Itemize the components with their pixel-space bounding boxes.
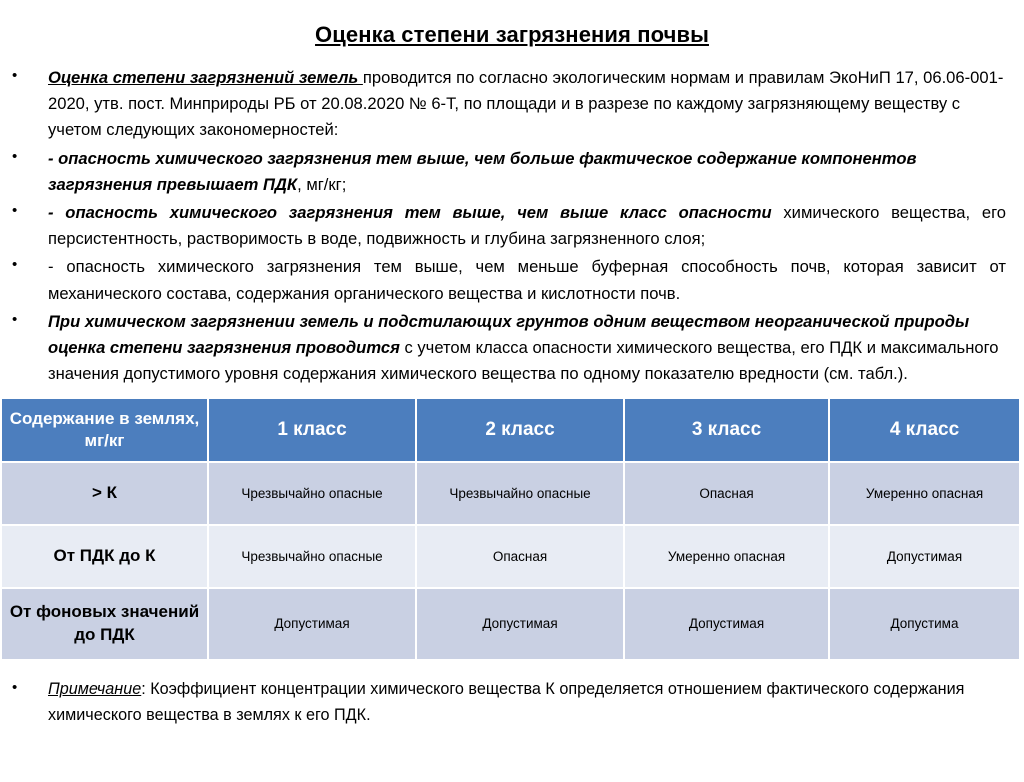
bullet-list [0, 65, 1024, 387]
table-cell: Допустимая [209, 589, 415, 659]
bullet-body-text: химического вещества, его персистентность, растворимость в воде, подвижность и глубина загрязненного слоя; [48, 202, 1007, 249]
table-cell: Допустимая [830, 526, 1019, 587]
bullet-lead-text: При химическом загрязнении земель и подстилающих грунтов одним веществом неорганической природы оценка степени загрязнения проводится [48, 311, 970, 357]
column-header-class-1: 1 класс [209, 399, 415, 461]
column-header-class-3: 3 класс [625, 399, 828, 461]
table-row [2, 589, 1019, 659]
bullet-lead-text: - опасность химического загрязнения тем выше, чем выше класс опасности [48, 202, 772, 222]
bullet-emphasis-text: чем больше фактическое содержание компонентов загрязнения превышает ПДК [48, 148, 917, 194]
row-label: От ПДК до К [2, 526, 207, 587]
page-title: Оценка степени загрязнения почвы [315, 21, 709, 47]
table-cell: Допустимая [625, 589, 828, 659]
note-section [0, 677, 1024, 729]
table-cell: Чрезвычайно опасные [209, 463, 415, 524]
table-row [2, 463, 1019, 524]
list-item [0, 254, 1014, 306]
list-item [0, 200, 1014, 252]
bullet-sep-text: , [464, 148, 475, 168]
row-label: > К [2, 463, 207, 524]
note-text [0, 677, 1024, 729]
table-row [2, 526, 1019, 587]
slide-root [0, 15, 1024, 782]
table-body [2, 463, 1019, 659]
list-item [0, 146, 1014, 198]
row-label: От фоновых значений до ПДК [2, 589, 207, 659]
bullet-body-text: - опасность химического загрязнения тем выше, чем меньше буферная способность почв, которая зависит от механического состава, содержания органического вещества и кислотности почв. [48, 257, 1006, 303]
table-cell: Чрезвычайно опасные [417, 463, 623, 524]
table-cell: Умеренно опасная [830, 463, 1019, 524]
column-header-class-2: 2 класс [417, 399, 623, 461]
table-cell: Допустимая [417, 589, 623, 659]
table-cell: Чрезвычайно опасные [209, 526, 415, 587]
table-cell: Допустима [830, 589, 1019, 659]
note-body-text: : Коэффициент концентрации химического вещества К определяется отношением фактического содержания химического вещества в землях к его ПДК. [48, 680, 965, 725]
bullet-lead-text: Оценка степени загрязнений земель [48, 67, 363, 87]
table-header [2, 399, 1019, 461]
contamination-table [0, 397, 1021, 661]
bullet-body-text: проводится по согласно экологическим нормам и правилам ЭкоНиП 17, 06.06-001-2020, утв. пост. Минприроды РБ от 20.08.2020 № 6-Т, по площади и в разрезе по каждому загрязняющему веществу с учетом следующих закономерностей: [48, 67, 1004, 140]
bullet-lead-text: - опасность химического загрязнения тем выше [48, 148, 465, 168]
bullet-body-text: , мг/кг; [297, 174, 347, 194]
list-item [0, 309, 1014, 388]
bullet-body-text: с учетом класса опасности химического вещества, его ПДК и максимального значения допустимого уровня содержания химического вещества по одному показателю вредности (см. табл.). [48, 338, 999, 384]
list-item [0, 65, 1014, 144]
column-header-content: Содержание в землях, мг/кг [2, 399, 207, 461]
table-header-row [2, 399, 1019, 461]
table-cell: Опасная [625, 463, 828, 524]
table-cell: Опасная [417, 526, 623, 587]
table-cell: Умеренно опасная [625, 526, 828, 587]
note-lead-label: Примечание [48, 680, 142, 699]
column-header-class-4: 4 класс [830, 399, 1019, 461]
